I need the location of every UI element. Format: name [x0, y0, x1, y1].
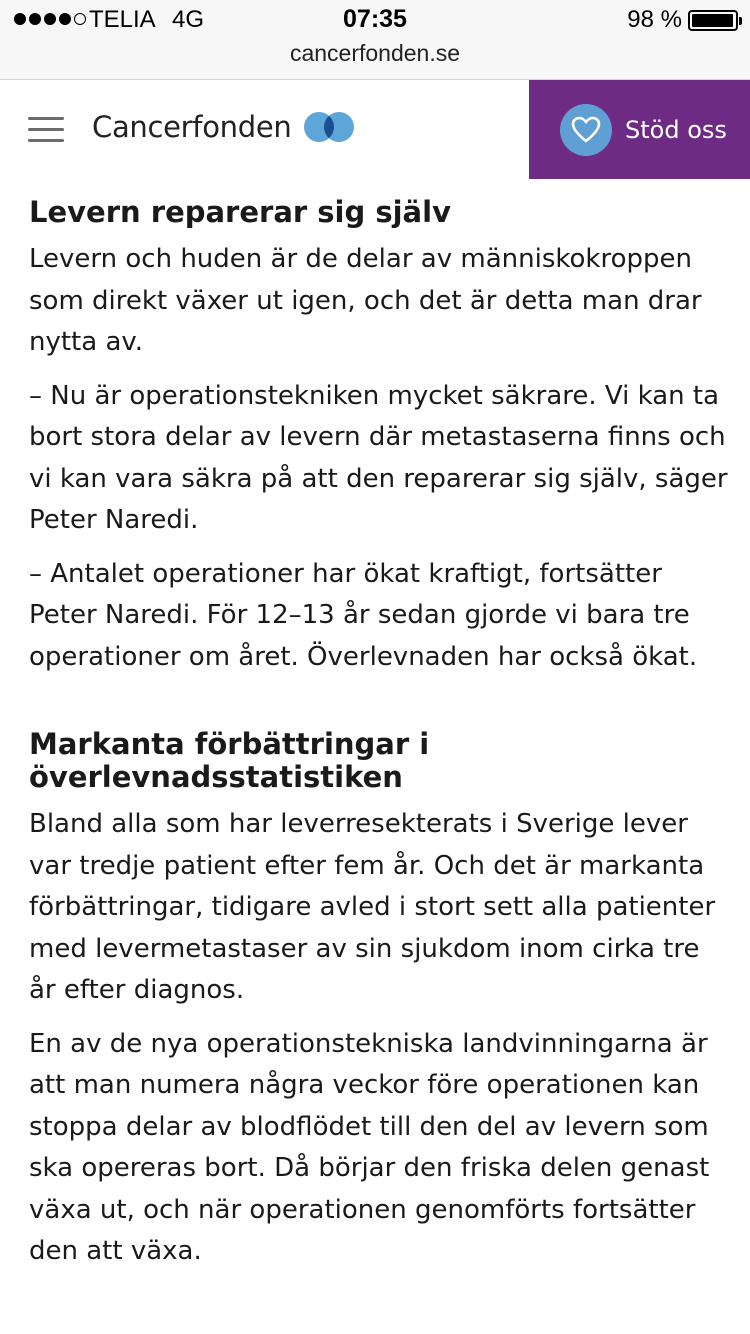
logo-mark-icon	[303, 110, 355, 144]
menu-line	[28, 128, 64, 131]
article-paragraph: Bland alla som har leverresekterats i Sverige lever var tredje patient efter fem år. Och det är markanta förbättringar, tidigare avled i stort sett alla patienter med levermetastaser av sin sjukdom inom cirka tre år efter diagnos.	[29, 809, 716, 1005]
section-heading: Levern reparerar sig själv	[29, 195, 451, 229]
carrier-name: TELIA	[89, 6, 156, 33]
menu-line	[28, 139, 64, 142]
network-type: 4G	[172, 6, 205, 33]
support-us-button[interactable]	[529, 80, 750, 179]
menu-line	[28, 117, 64, 120]
site-header	[0, 80, 750, 180]
hamburger-menu-icon[interactable]	[28, 117, 64, 143]
battery-level-fill	[692, 14, 733, 27]
battery-icon	[688, 10, 738, 31]
article-paragraph: – Antalet operationer har ökat kraftigt, fortsätter Peter Naredi. För 12–13 år sedan gjorde vi bara tre operationer om året. Överlevnaden har också ökat.	[29, 558, 698, 672]
browser-chrome	[0, 0, 750, 80]
status-bar	[0, 0, 750, 40]
logo-text: Cancerfonden	[92, 110, 292, 144]
article-paragraph: Levern och huden är de delar av människokroppen som direkt växer ut igen, och det är detta man drar nytta av.	[29, 244, 702, 357]
heart-icon	[560, 104, 612, 156]
section-heading: Markanta förbättringar i överlevnadsstatistiken	[29, 727, 430, 794]
article-paragraph: – Nu är operationstekniken mycket säkrare. Vi kan ta bort stora delar av levern där metastaserna finns och vi kan vara säkra på att den reparerar sig själv, säger Peter Naredi.	[29, 380, 728, 535]
site-logo[interactable]	[92, 110, 355, 144]
address-bar-url[interactable]: cancerfonden.se	[289, 40, 461, 66]
status-time: 07:35	[343, 5, 407, 33]
battery-percentage: 98 %	[627, 6, 682, 33]
support-us-label: Stöd oss	[625, 115, 727, 144]
article-body	[29, 190, 729, 1273]
article-paragraph: En av de nya operationstekniska landvinningarna är att man numera några veckor före operationen kan stoppa delar av blodflödet till den del av levern som ska opereras bort. Då börjar den friska delen genast växa ut, och när operationen genomförts fortsätter den att växa.	[29, 1028, 710, 1266]
